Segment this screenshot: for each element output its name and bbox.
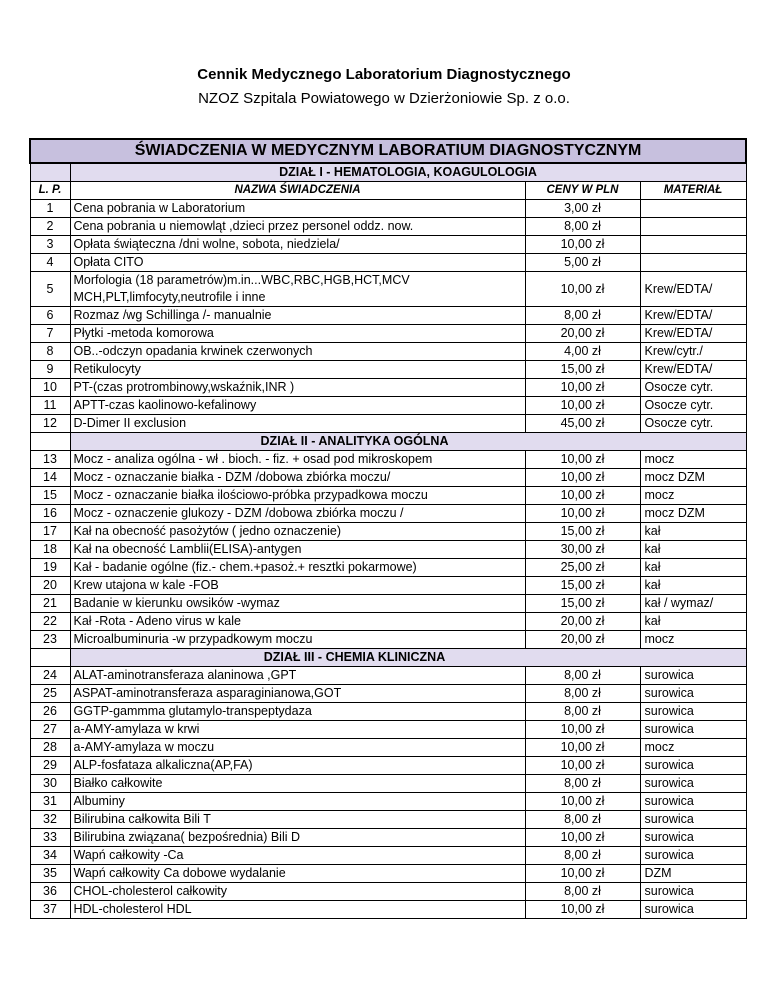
service-price: 8,00 zł <box>525 307 640 325</box>
table-row <box>30 865 746 883</box>
service-name: D-Dimer II exclusion <box>70 415 525 433</box>
service-price: 8,00 zł <box>525 811 640 829</box>
service-price: 10,00 zł <box>525 487 640 505</box>
service-name: Kał na obecność pasożytów ( jedno oznaczenie) <box>70 523 525 541</box>
table-row <box>30 469 746 487</box>
service-price: 8,00 zł <box>525 883 640 901</box>
service-material: Osocze cytr. <box>640 415 746 433</box>
service-price: 3,00 zł <box>525 200 640 218</box>
table-row <box>30 793 746 811</box>
row-number: 2 <box>30 218 70 236</box>
service-material: surowica <box>640 847 746 865</box>
service-price: 15,00 zł <box>525 361 640 379</box>
document-header <box>0 64 768 110</box>
service-material: surowica <box>640 793 746 811</box>
row-number: 15 <box>30 487 70 505</box>
service-price: 10,00 zł <box>525 829 640 847</box>
column-header-row <box>30 182 746 200</box>
table-row <box>30 613 746 631</box>
service-price: 8,00 zł <box>525 703 640 721</box>
service-material: Krew/cytr./ <box>640 343 746 361</box>
table-row <box>30 254 746 272</box>
service-price: 4,00 zł <box>525 343 640 361</box>
table-row <box>30 775 746 793</box>
table-row <box>30 397 746 415</box>
section-header-row <box>30 163 746 182</box>
service-name: OB..-odczyn opadania krwinek czerwonych <box>70 343 525 361</box>
row-number: 31 <box>30 793 70 811</box>
row-number: 24 <box>30 667 70 685</box>
service-name <box>70 272 525 307</box>
service-name: Bilirubina związana( bezpośrednia) Bili D <box>70 829 525 847</box>
table-row <box>30 577 746 595</box>
service-name: PT-(czas protrombinowy,wskaźnik,INR ) <box>70 379 525 397</box>
row-number: 12 <box>30 415 70 433</box>
service-material: Krew/EDTA/ <box>640 325 746 343</box>
service-name: Mocz - analiza ogólna - wł . bioch. - fiz. + osad pod mikroskopem <box>70 451 525 469</box>
row-number: 21 <box>30 595 70 613</box>
row-number: 27 <box>30 721 70 739</box>
service-name: Mocz - oznaczenie glukozy - DZM /dobowa zbiórka moczu / <box>70 505 525 523</box>
service-name: GGTP-gammma glutamylo-transpeptydaza <box>70 703 525 721</box>
table-row <box>30 379 746 397</box>
row-number: 22 <box>30 613 70 631</box>
service-name: Krew utajona w kale -FOB <box>70 577 525 595</box>
service-name: Retikulocyty <box>70 361 525 379</box>
table-row <box>30 523 746 541</box>
table-row <box>30 218 746 236</box>
service-price: 10,00 zł <box>525 397 640 415</box>
service-material: kał <box>640 541 746 559</box>
service-material: surowica <box>640 757 746 775</box>
section-title: DZIAŁ I - HEMATOLOGIA, KOAGULOLOGIA <box>70 163 746 182</box>
row-number: 19 <box>30 559 70 577</box>
section-title: DZIAŁ II - ANALITYKA OGÓLNA <box>70 433 746 451</box>
service-material: kał <box>640 577 746 595</box>
table-row <box>30 487 746 505</box>
row-number: 13 <box>30 451 70 469</box>
service-price: 15,00 zł <box>525 577 640 595</box>
service-price: 10,00 zł <box>525 469 640 487</box>
service-price: 5,00 zł <box>525 254 640 272</box>
service-price: 10,00 zł <box>525 236 640 254</box>
row-number: 37 <box>30 901 70 919</box>
section-header-row <box>30 649 746 667</box>
table-row <box>30 847 746 865</box>
table-title: ŚWIADCZENIA W MEDYCZNYM LABORATIUM DIAGNOSTYCZNYM <box>30 139 746 163</box>
service-name: Opłata CITO <box>70 254 525 272</box>
service-name: a-AMY-amylaza w moczu <box>70 739 525 757</box>
row-number: 9 <box>30 361 70 379</box>
section-header-row <box>30 433 746 451</box>
service-material: kał <box>640 523 746 541</box>
table-row <box>30 361 746 379</box>
service-material <box>640 254 746 272</box>
service-price: 10,00 zł <box>525 739 640 757</box>
service-name: a-AMY-amylaza w krwi <box>70 721 525 739</box>
service-name: Wapń całkowity Ca dobowe wydalanie <box>70 865 525 883</box>
row-number: 18 <box>30 541 70 559</box>
service-material: Osocze cytr. <box>640 379 746 397</box>
row-number: 20 <box>30 577 70 595</box>
service-material <box>640 200 746 218</box>
price-table <box>29 138 747 919</box>
row-number: 8 <box>30 343 70 361</box>
service-material: mocz <box>640 487 746 505</box>
service-material: surowica <box>640 829 746 847</box>
service-name-line2: MCH,PLT,limfocyty,neutrofile i inne <box>73 290 266 304</box>
section-title: DZIAŁ III - CHEMIA KLINICZNA <box>70 649 746 667</box>
service-price: 10,00 zł <box>525 793 640 811</box>
col-lp-header: L. P. <box>30 182 70 200</box>
service-material: mocz <box>640 739 746 757</box>
service-name: Kał -Rota - Adeno virus w kale <box>70 613 525 631</box>
service-name: Microalbuminuria -w przypadkowym moczu <box>70 631 525 649</box>
table-row <box>30 559 746 577</box>
table-row <box>30 685 746 703</box>
service-material: surowica <box>640 703 746 721</box>
row-number: 26 <box>30 703 70 721</box>
service-name: HDL-cholesterol HDL <box>70 901 525 919</box>
row-number: 30 <box>30 775 70 793</box>
service-price: 10,00 zł <box>525 865 640 883</box>
service-price: 8,00 zł <box>525 847 640 865</box>
service-price: 8,00 zł <box>525 775 640 793</box>
service-name: ASPAT-aminotransferaza asparaginianowa,GOT <box>70 685 525 703</box>
row-number: 32 <box>30 811 70 829</box>
service-price: 10,00 zł <box>525 272 640 307</box>
service-price: 8,00 zł <box>525 685 640 703</box>
service-name: Mocz - oznaczanie białka - DZM /dobowa zbiórka moczu/ <box>70 469 525 487</box>
service-price: 10,00 zł <box>525 451 640 469</box>
service-name: Kał - badanie ogólne (fiz.- chem.+pasoż.+ resztki pokarmowe) <box>70 559 525 577</box>
table-row <box>30 811 746 829</box>
service-name: Badanie w kierunku owsików -wymaz <box>70 595 525 613</box>
row-number: 6 <box>30 307 70 325</box>
service-price: 30,00 zł <box>525 541 640 559</box>
service-material: Krew/EDTA/ <box>640 361 746 379</box>
service-name: Cena pobrania u niemowląt ,dzieci przez personel oddz. now. <box>70 218 525 236</box>
row-number: 34 <box>30 847 70 865</box>
table-row <box>30 307 746 325</box>
service-name: Opłata świąteczna /dni wolne, sobota, niedziela/ <box>70 236 525 254</box>
service-name: Białko całkowite <box>70 775 525 793</box>
row-number: 5 <box>30 272 70 307</box>
row-number: 1 <box>30 200 70 218</box>
service-material: kał <box>640 613 746 631</box>
row-number: 25 <box>30 685 70 703</box>
service-price: 25,00 zł <box>525 559 640 577</box>
row-number: 16 <box>30 505 70 523</box>
row-number: 7 <box>30 325 70 343</box>
service-price: 20,00 zł <box>525 631 640 649</box>
row-number: 3 <box>30 236 70 254</box>
service-material: surowica <box>640 667 746 685</box>
price-table-container <box>29 138 745 919</box>
service-material: kał <box>640 559 746 577</box>
service-name: Bilirubina całkowita Bili T <box>70 811 525 829</box>
service-price: 10,00 zł <box>525 505 640 523</box>
row-number: 23 <box>30 631 70 649</box>
service-price: 10,00 zł <box>525 379 640 397</box>
service-material: mocz <box>640 451 746 469</box>
service-material <box>640 236 746 254</box>
row-number: 4 <box>30 254 70 272</box>
table-row <box>30 200 746 218</box>
table-row <box>30 631 746 649</box>
service-name: Rozmaz /wg Schillinga /- manualnie <box>70 307 525 325</box>
service-material: surowica <box>640 811 746 829</box>
service-price: 15,00 zł <box>525 523 640 541</box>
table-row <box>30 343 746 361</box>
service-name: Albuminy <box>70 793 525 811</box>
table-row <box>30 415 746 433</box>
table-row <box>30 451 746 469</box>
table-row <box>30 667 746 685</box>
row-number: 28 <box>30 739 70 757</box>
table-row <box>30 236 746 254</box>
row-number: 35 <box>30 865 70 883</box>
service-name: Kał na obecność Lamblii(ELISA)-antygen <box>70 541 525 559</box>
service-price: 8,00 zł <box>525 218 640 236</box>
service-material: kał / wymaz/ <box>640 595 746 613</box>
table-row <box>30 325 746 343</box>
service-material: surowica <box>640 883 746 901</box>
service-material: mocz DZM <box>640 505 746 523</box>
service-name: Mocz - oznaczanie białka ilościowo-próbka przypadkowa moczu <box>70 487 525 505</box>
service-material: surowica <box>640 775 746 793</box>
table-row <box>30 757 746 775</box>
service-price: 10,00 zł <box>525 901 640 919</box>
col-material-header: MATERIAŁ <box>640 182 746 200</box>
service-material: mocz DZM <box>640 469 746 487</box>
row-number: 17 <box>30 523 70 541</box>
table-row <box>30 595 746 613</box>
table-row <box>30 739 746 757</box>
service-name: Cena pobrania w Laboratorium <box>70 200 525 218</box>
service-material: surowica <box>640 685 746 703</box>
service-name: Wapń całkowity -Ca <box>70 847 525 865</box>
table-row <box>30 901 746 919</box>
table-row <box>30 505 746 523</box>
service-material: Krew/EDTA/ <box>640 272 746 307</box>
row-number: 10 <box>30 379 70 397</box>
service-name: APTT-czas kaolinowo-kefalinowy <box>70 397 525 415</box>
document-title: Cennik Medycznego Laboratorium Diagnostycznego <box>197 66 571 83</box>
service-name: ALP-fosfataza alkaliczna(AP,FA) <box>70 757 525 775</box>
table-row <box>30 541 746 559</box>
table-title-row <box>30 139 746 163</box>
col-name-header: NAZWA ŚWIADCZENIA <box>70 182 525 200</box>
service-price: 10,00 zł <box>525 757 640 775</box>
row-number: 36 <box>30 883 70 901</box>
service-price: 15,00 zł <box>525 595 640 613</box>
document-subtitle: NZOZ Szpitala Powiatowego w Dzierżoniowie Sp. z o.o. <box>198 90 570 107</box>
service-price: 20,00 zł <box>525 325 640 343</box>
service-price: 20,00 zł <box>525 613 640 631</box>
col-price-header: CENY W PLN <box>525 182 640 200</box>
row-number: 29 <box>30 757 70 775</box>
service-name-line1: Morfologia (18 parametrów)m.in...WBC,RBC,HGB,HCT,MCV <box>73 273 410 287</box>
row-number: 14 <box>30 469 70 487</box>
table-row <box>30 829 746 847</box>
service-material: Osocze cytr. <box>640 397 746 415</box>
row-number: 33 <box>30 829 70 847</box>
row-number: 11 <box>30 397 70 415</box>
service-material: surowica <box>640 721 746 739</box>
service-price: 8,00 zł <box>525 667 640 685</box>
table-row <box>30 883 746 901</box>
service-name: CHOL-cholesterol całkowity <box>70 883 525 901</box>
service-material: mocz <box>640 631 746 649</box>
table-row <box>30 721 746 739</box>
service-material <box>640 218 746 236</box>
service-material: DZM <box>640 865 746 883</box>
table-row <box>30 272 746 307</box>
table-row <box>30 703 746 721</box>
service-name: Płytki -metoda komorowa <box>70 325 525 343</box>
service-price: 45,00 zł <box>525 415 640 433</box>
service-name: ALAT-aminotransferaza alaninowa ,GPT <box>70 667 525 685</box>
service-price: 10,00 zł <box>525 721 640 739</box>
service-material: Krew/EDTA/ <box>640 307 746 325</box>
service-material: surowica <box>640 901 746 919</box>
